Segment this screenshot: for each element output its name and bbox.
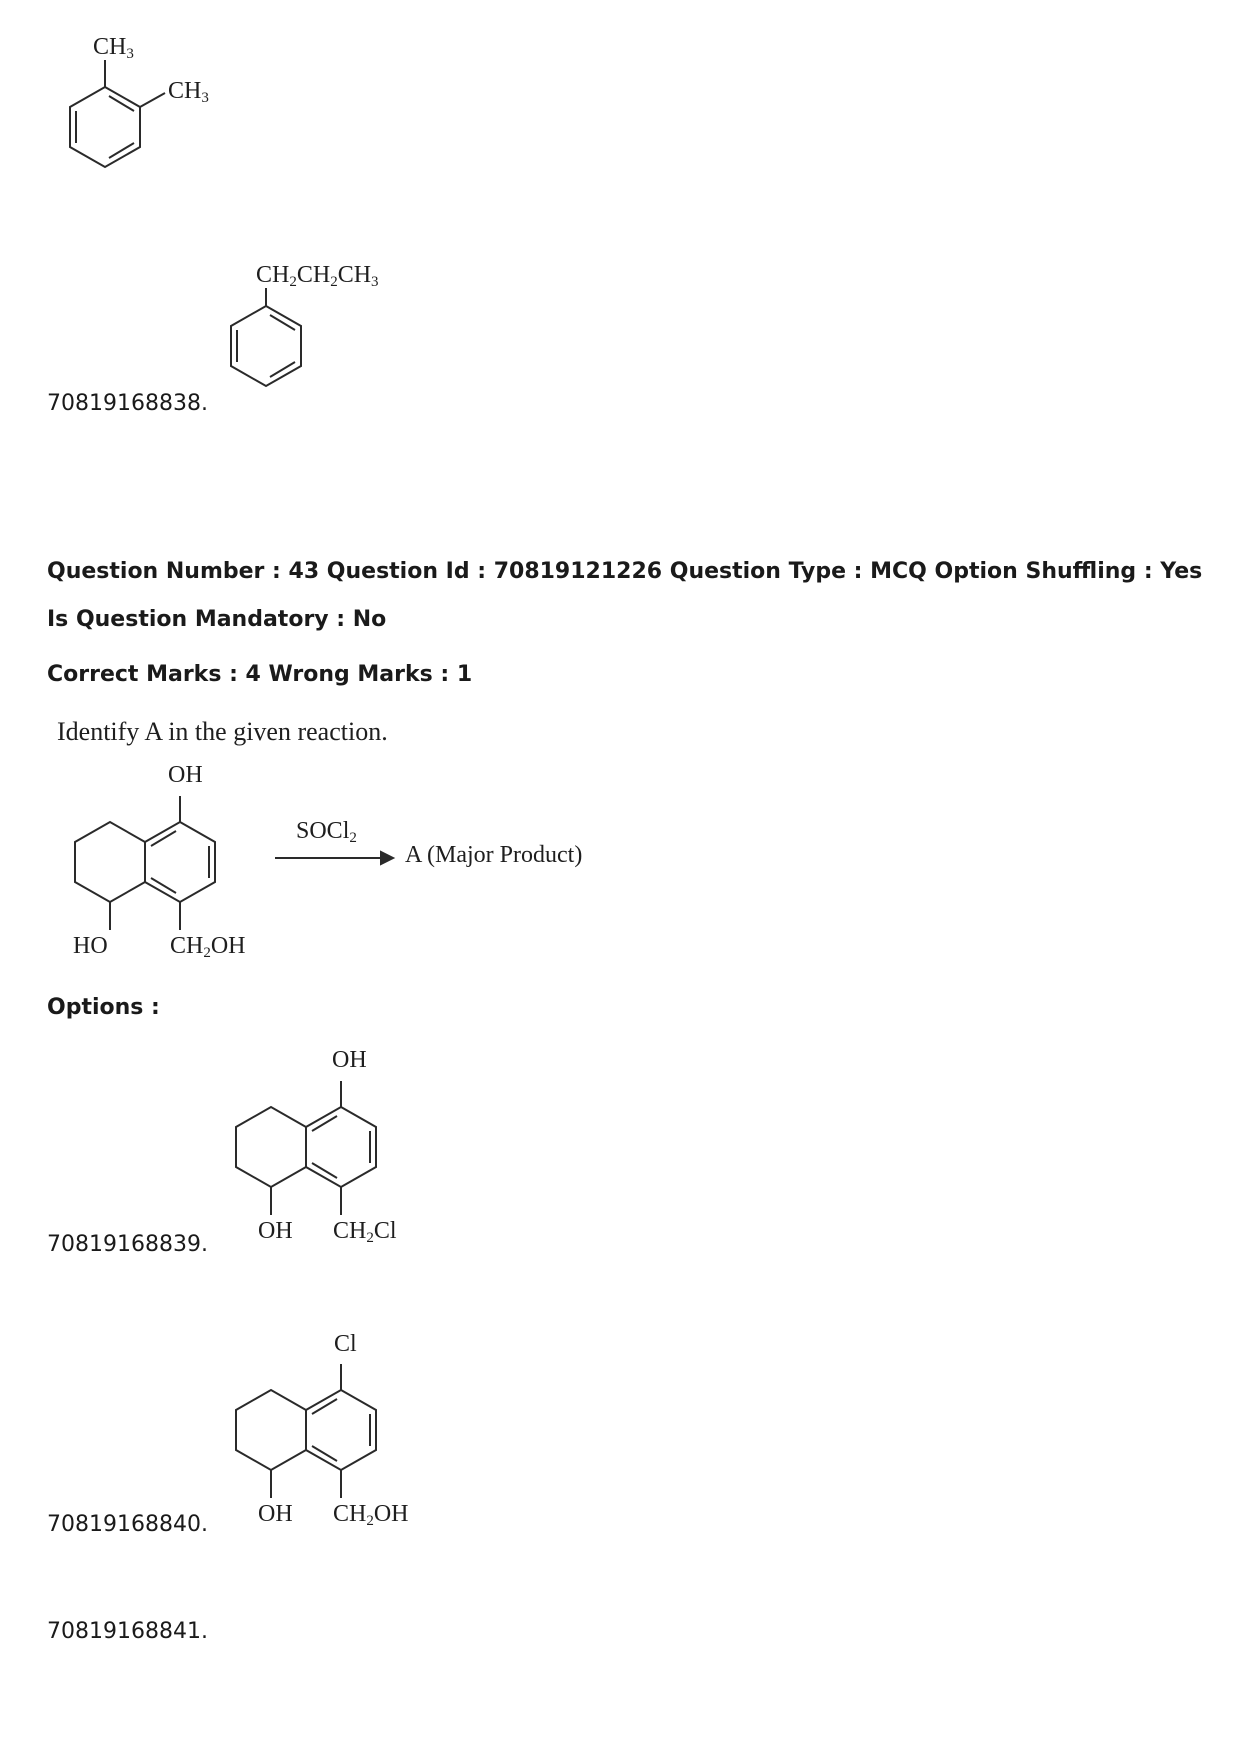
methyl-label-top: $CH_3$ [93,34,134,62]
reactant-bottom-right-label: $CH_2OH$ [170,933,246,961]
option-id: 70819168839. [47,1232,208,1257]
question-marks: Correct Marks : 4 Wrong Marks : 1 [47,662,473,687]
option-1-top-label: OH [332,1047,367,1073]
reactant-top-label: OH [168,762,203,788]
methyl-label-side: $CH_3$ [168,78,209,106]
option-2-bottom-left-label: OH [258,1501,293,1527]
reagent-label: SOCl$_2$ [296,818,357,846]
options-label: Options : [47,995,160,1020]
option-1-bottom-left-label: OH [258,1218,293,1244]
option-id: 70819168838. [47,391,208,416]
question-header: Question Number : 43 Question Id : 70819121226 Question Type : MCQ Option Shuffling : Yes [47,559,1203,584]
option-1-bottom-right-label: $CH_2Cl$ [333,1218,397,1246]
propyl-label: $CH_2CH_2CH_3$ [256,262,379,290]
reactant-bottom-left-label: HO [73,933,108,959]
question-mandatory: Is Question Mandatory : No [47,607,387,632]
option-id: 70819168840. [47,1512,208,1537]
option-id: 70819168841. [47,1619,208,1644]
question-prompt: Identify A in the given reaction. [57,717,388,746]
option-2-top-label: Cl [334,1331,357,1357]
product-label: A (Major Product) [405,842,583,868]
option-2-bottom-right-label: $CH_2OH$ [333,1501,409,1529]
